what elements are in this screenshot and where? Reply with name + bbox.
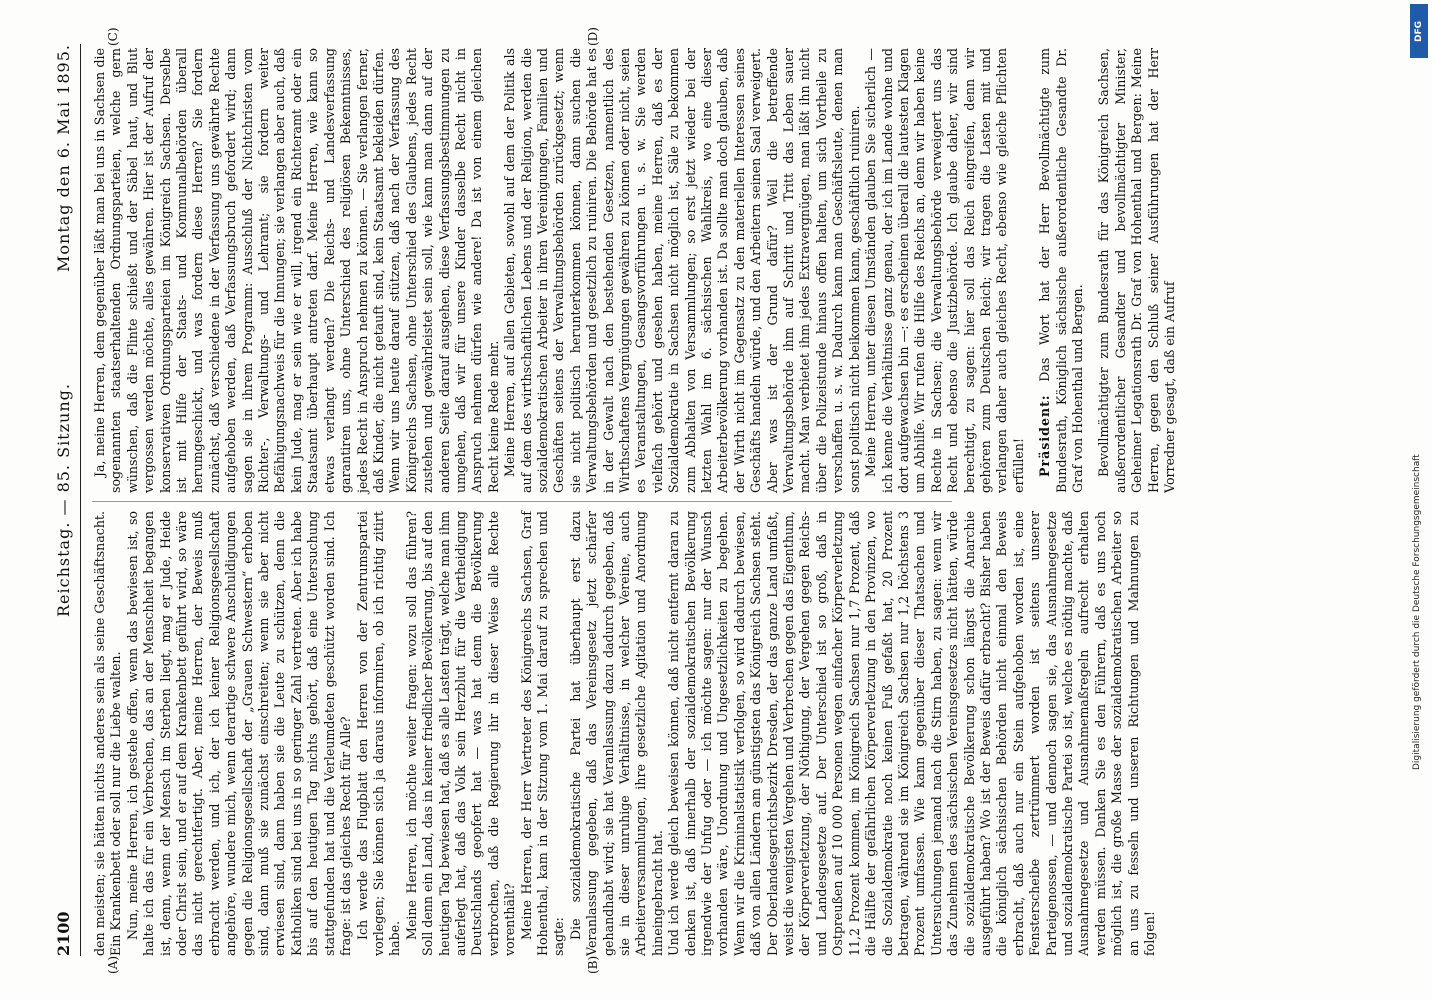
margin-marker-b: (B)	[586, 955, 600, 974]
paragraph: Meine Herren, der Herr Vertreter des Königreichs Sachsen, Graf Hohenthal, kam in der Sitzung vom 1. Mai darauf zu sprechen und sagte:	[518, 511, 567, 956]
dfg-logo: DFG	[1410, 4, 1428, 58]
quotation: Die sozialdemokratische Partei hat überhaupt erst dazu Veranlassung gegeben, daß das Vereinsgesetz jetzt schärfer gehandhabt wird; sie hat Veranlassung dazu dadurch gegeben, daß sie in dieser unruhige Verhältnisse, in welcher Vereine, auch Arbeiterversammlungen, ihre gesetzliche Agitation und Anordnung hineingebracht hat.	[567, 511, 665, 956]
right-column	[92, 48, 1177, 493]
paragraph: Und ich werde gleich beweisen können, daß nicht entfernt daran zu denken ist, daß innerhalb der sozialdemokratischen Bevölkerung irgendwie der Unfug oder — ich möchte sagen: nur der Wunsch vorhanden wäre, Unordnung und Ungesetzlichkeiten zu begehen. Wenn wir die Kriminalstatistik verfolgen, so wird dadurch bewiesen, daß von allen Ländern am günstigsten das Königreich Sachsen steht. Der Oberlandesgerichtsbezirk Dresden, der das ganze Land umfaßt, weist die wenigsten Vergehen und Verbrechen gegen das Eigenthum, der Körperverletzung, der Nöthigung, der Vergehen gegen Reichs- und Landesgesetze auf. Der Unterschied ist so groß, daß in Ostpreußen auf 10 000 Personen wegen einfacher Körperverletzung 11,2 Prozent kommen, im Königreich Sachsen nur 1,7 Prozent, daß die Hälfte der gefährlichen Körperverletzung in den Provinzen, wo die Sozialdemokratie noch keinen Fuß gefaßt hat, 20 Prozent betragen, während sie im Königreich Sachsen nur 1,2 höchstens 3 Prozent umfassen. Wie kann gegenüber dieser Thatsachen und Untersuchungen jemand nach die Stirn haben, zu sagen: wenn wir das Zunehmen des sächsischen Vereinsgesetzes nicht hätten, würde die sozialdemokratische Bevölkerung schon längst die Anarchie ausgeführt haben? Wo ist der Beweis dafür erbracht? Bisher haben die königlich sächsischen Behörden nicht einmal den Beweis erbracht, daß auch nur ein Stein aufgehoben worden ist, eine Fensterscheibe zertrümmert worden ist seitens unserer Parteigenossen, — und dennoch sagen sie, das Ausnahmegesetze und sozialdemokratische Partei so ist, welche es nöthig machte, daß Ausnahmegesetze und Ausnahmemaßregeln aufrecht erhalten werden müssen. Danken Sie es den Führern, daß es uns noch möglich ist, die große Masse der sozialdemokratischen Arbeiter so an uns zu fesseln und unseren Richtungen und Mahnungen zu folgen!	[666, 511, 1157, 956]
margin-marker-d: (D)	[586, 27, 600, 46]
paragraph: Meine Herren, auf allen Gebieten, sowohl auf dem der Politik als auf dem des wirthschaftlichen Lebens und der Religion, werden die sozialdemokratischen Arbeiter in ihren Vereinigungen, Familien und Geschäften seitens der Verwaltungsbehörden zurückgesetzt; wenn sie nicht politisch herunterkommen können, dann suchen die Verwaltungsbehörden und gesetzlich zu ruiniren. Die Behörde hat es in der Gewalt nach den bestehenden Gesetzen, namentlich des Wirthschaftens Vergnügungen gewähren zu können oder nicht, seien es Veranstaltungen, Gesangsvorführungen u. s. w. Sie werden vielfach gehört und gesehen haben, meine Herren, daß es der Sozialdemokratie in Sachsen nicht möglich ist, Säle zu bekommen zum Abhalten von Versammlungen; so erst jetzt wieder bei der letzten Wahl im 6. sächsischen Wahlkreis, wo eine dieser Arbeiterbevölkerung vorhanden ist. Da sollte man doch glauben, daß der Wirth nicht im Gegensatz zu den materiellen Interessen seines Geschäfts handeln würde, und den Arbeitern seinen Saal verweigert. Aber was ist der Grund dafür? Weil die betreffende Verwaltungsbehörde ihm auf Schritt und Tritt das Leben sauer macht. Man verbietet ihm jedes Extravergnügen, man läßt ihn nicht über die Polizeistunde hinaus offen halten, um sich Vortheile zu verschaffen u. s. w. Dadurch kann man Geschäftsleute, denen man sonst politisch nicht beikommen kann, geschäftlich ruiniren.	[502, 48, 862, 493]
page-number: 2100	[54, 911, 73, 956]
paragraph: Ich werde das Flugblatt den Herren von der Zentrumspartei vorlegen; Sie können sich ja daraus informiren, ob ich richtig zitirt habe.	[354, 511, 403, 956]
margin-marker-a: (A)	[106, 955, 120, 974]
session-date: Montag den 6. Mai 1895.	[54, 44, 73, 272]
paragraph: Meine Herren, unter diesen Umständen glauben Sie sicherlich — ich kenne die Verhältnisse ganz genau, der ich im Lande wohne und dort aufgewachsen bin —: es erscheinen überall die lautesten Klagen um Abhilfe. Wir rufen die Hilfe des Reichs an, denn wir haben keine Rechte in Sachsen; die Verwaltungsbehörde verweigert uns das Recht und ebenso die Justizbehörde. Ich glaube daher, wir sind berechtigt, zu sagen: hier soll das Reich eingreifen, denn wir gehören zum Deutschen Reich; wir tragen die Lasten mit und verlangen daher auch gleiches Recht, ebenso wie gleiche Pflichten erfüllen!	[863, 48, 1026, 493]
column-divider	[92, 501, 952, 502]
speaker-name: Präsident:	[1037, 394, 1053, 477]
digitization-credit: Digitalisierung gefördert durch die Deutsche Forschungsgemeinschaft	[1412, 454, 1422, 770]
page-header	[50, 44, 81, 956]
paragraph: Nun, meine Herren, ich gestehe offen, wenn das bewiesen ist, so halte ich das für ein Verbrechen, das an der Menschheit begangen ist, denn, wenn der Mensch im Sterben liegt, mag er Jude, Heide oder Christ sein, und er auf dem Krankenbett geführt wird, so wäre das nicht gerechtfertigt. Aber, meine Herren, der Beweis muß erbracht werden, und ich, der ich keiner Religionsgesellschaft angehöre, wundere mich, wenn derartige schwere Anschuldigungen gegen die Religionsgesellschaft der „Grauen Schwestern“ erhoben sind, dann muß sie zunächst einschreiten; wenn sie aber nicht erwiesen sind, dann haben sie die Leute zu schützen, denn die Katholiken sind bei uns in so geringer Zahl vertreten. Aber ich habe bis auf den heutigen Tag nichts gehört, daß eine Untersuchung stattgefunden hat und die Verleumdeten geschützt worden sind. Ich frage: ist das gleiches Recht für Alle?	[124, 511, 354, 956]
speaker-text: Das Wort hat der Herr Bevollmächtigte zum Bundesrath, Königlich sächsische außerordentliche Gesandte Dr. Graf von Hohenthal und Bergen.	[1037, 48, 1085, 493]
paragraph: den meisten; sie hätten nichts anderes sein als seine Geschäftsnacht. Ein Krankenbett oder soll nur die Liebe walten.	[92, 511, 124, 956]
paragraph: Meine Herren, ich möchte weiter fragen: wozu soll das führen? Soll denn ein Land, das in keiner friedlicher Bevölkerung, bis auf den heutigen Tag bewiesen hat, daß es alle Lasten trägt, welche man ihm auferlegt hat, daß das Volk sein Herzblut für die Vertheidigung Deutschlands geopfert hat — was hat denn die Bevölkerung verbrochen, daß die Regierung ihr in dieser Weise alle Rechte vorenthält?	[403, 511, 518, 956]
rotated-page-content	[26, 20, 1406, 980]
session-title: Reichstag. — 85. Sitzung.	[54, 383, 73, 617]
margin-marker-c: (C)	[106, 27, 120, 46]
paragraph: Ja, meine Herren, dem gegenüber läßt man bei uns in Sachsen die sogenannten staatserhaltenden Ordnungsparteien, welche gern wünschen, daß die Flinte schießt und der Säbel haut, und Blut vergossen werden möchte, alles gewähren. Hier ist der Aufruf der konservativen Ordnungsparteien im Königreich Sachsen. Derselbe ist mit Hilfe der Staats- und Kommunalbehörden überall herumgeschickt, und was fordern diese Herren? Sie fordern zunächst, daß verschiedene in der Verfassung uns gewährte Rechte aufgehoben werden, daß Verfassungsbruch gefordert wird; dann sagen sie in ihrem Programm: Ausschluß der Nichtchristen vom Richter-, Verwaltungs- und Lehramt; sie fordern weiter Befähigungsnachweis für die Innungen; sie verlangen aber auch, daß kein Jude, mag er sein wie er will, irgend ein Richteramt oder ein Staatsamt überhaupt antreten darf. Meine Herren, wie kann so etwas verlangt werden? Die Reichs- und Landesverfassung garantiren uns, ohne Unterschied des religiösen Bekenntnisses, jedes Recht in Anspruch nehmen zu können. — Sie verlangen ferner, daß Kinder, die nicht getauft sind, kein Staatsamt bekleiden dürfen. Wenn wir uns heute darauf stützen, daß nach der Verfassung des Königreichs Sachsen, ohne Unterschied des Glaubens, jedes Recht zustehen und gewährleistet sein soll, wie kann man dann auf der anderen Seite darauf ausgehen, diese Verfassungsbestimmungen zu umgehen, daß wir für unsere Kinder dasselbe Recht nicht in Anspruch nehmen dürfen wie andere! Da ist von einem gleichen Recht keine Rede mehr.	[92, 48, 501, 493]
left-column	[92, 511, 1157, 956]
paragraph: Bevollmächtigter zum Bundesrath für das Königreich Sachsen, außerordentlicher Gesandter und bevollmächtigter Minister, Geheimer Legationsrath Dr. Graf von Hohenthal und Bergen: Meine Herren, gegen den Schluß seiner Ausführungen hat der Herr Vorredner gesagt, daß ein Aufruf	[1096, 48, 1177, 493]
speaker-paragraph	[1037, 48, 1086, 493]
